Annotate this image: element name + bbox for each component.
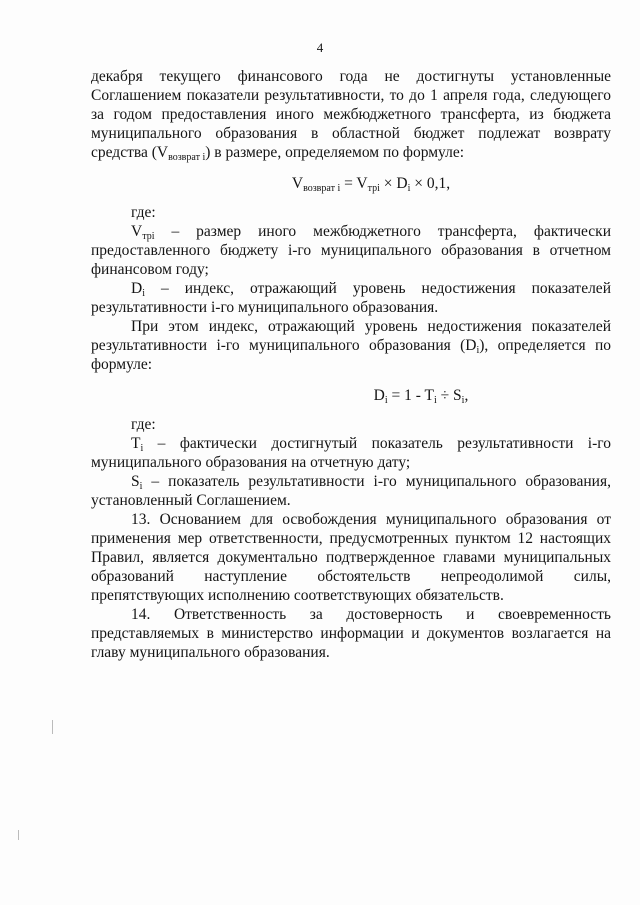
definition-symbol: D xyxy=(131,280,143,297)
definition-d xyxy=(91,279,611,317)
definition-symbol: V xyxy=(131,223,143,240)
subscript: i xyxy=(142,288,145,299)
formula-text: , xyxy=(464,387,469,404)
subscript: i xyxy=(434,395,437,406)
definition-text: – размер иного межбюджетного трансферта, фактически предоставленного бюджету i-го муниципального образования в отчетном финансовом году; xyxy=(91,223,611,278)
formula-text: V xyxy=(291,175,304,192)
definition-s xyxy=(91,472,611,510)
subscript: i xyxy=(139,481,143,492)
subscript: возврат i xyxy=(168,152,206,163)
page-number: 4 xyxy=(316,40,324,55)
subscript: i xyxy=(407,183,411,194)
subscript: i xyxy=(384,395,388,406)
definition-text: – индекс, отражающий уровень недостижения показателей результативности i-го муниципального образования. xyxy=(91,280,611,316)
paragraph-text: декабря текущего финансового года не достигнуты установленные Соглашением показатели результативности, то до 1 апреля года, следующего за годом предоставления иного межбюджетного трансферта, из бюджета муниципального образования в областной бюджет подлежат возврату средства (V xyxy=(91,68,611,161)
formula-text: × 0,1, xyxy=(410,175,451,192)
formula-text: ÷ S xyxy=(436,387,462,404)
paragraph-text: ), определяется по формуле: xyxy=(91,337,611,373)
subscript: трi xyxy=(142,231,155,242)
scan-speck xyxy=(52,720,53,734)
formula-index xyxy=(91,386,611,405)
subscript: трi xyxy=(367,183,380,194)
subscript: i xyxy=(461,395,465,406)
paragraph-13: 13. Основанием для освобождения муниципального образования от применения мер ответственности, предусмотренных пунктом 12 настоящих Правил, является документально подтвержденное главами муниципальных образований наступление обстоятельств непреодолимой силы, препятствующих исполнению соответствующих обязательств. xyxy=(91,511,611,604)
subscript: i xyxy=(476,345,480,356)
definition-text: – показатель результативности i-го муниципального образования, установленный Соглашением. xyxy=(91,473,611,509)
document-body xyxy=(91,67,611,662)
formula-text: = 1 - T xyxy=(387,387,434,404)
formula-return xyxy=(91,174,611,193)
definition-text: – фактически достигнутый показатель результативности i-го муниципального образования на отчетную дату; xyxy=(91,435,611,471)
where-label-1: где: xyxy=(131,204,156,221)
where-label-2: где: xyxy=(131,416,156,433)
subscript: i xyxy=(140,443,144,454)
paragraph-text: ) в размере, определяемом по формуле: xyxy=(205,144,465,161)
scan-speck xyxy=(18,830,19,840)
paragraph-return-funds xyxy=(91,67,611,162)
paragraph-14: 14. Ответственность за достоверность и своевременность представляемых в министерство информации и документов возлагается на главу муниципального образования. xyxy=(91,606,611,661)
formula-text: D xyxy=(373,387,385,404)
paragraph-index xyxy=(91,317,611,374)
formula-text: = V xyxy=(340,175,368,192)
definition-t xyxy=(91,434,611,472)
subscript: возврат i xyxy=(303,183,341,194)
formula-text: × D xyxy=(379,175,408,192)
definition-symbol: S xyxy=(131,473,140,490)
paragraph-text: При этом индекс, отражающий уровень недостижения показателей результативности i-го муниципального образования (D xyxy=(91,318,611,354)
definition-v xyxy=(91,222,611,279)
definition-symbol: T xyxy=(131,435,141,452)
